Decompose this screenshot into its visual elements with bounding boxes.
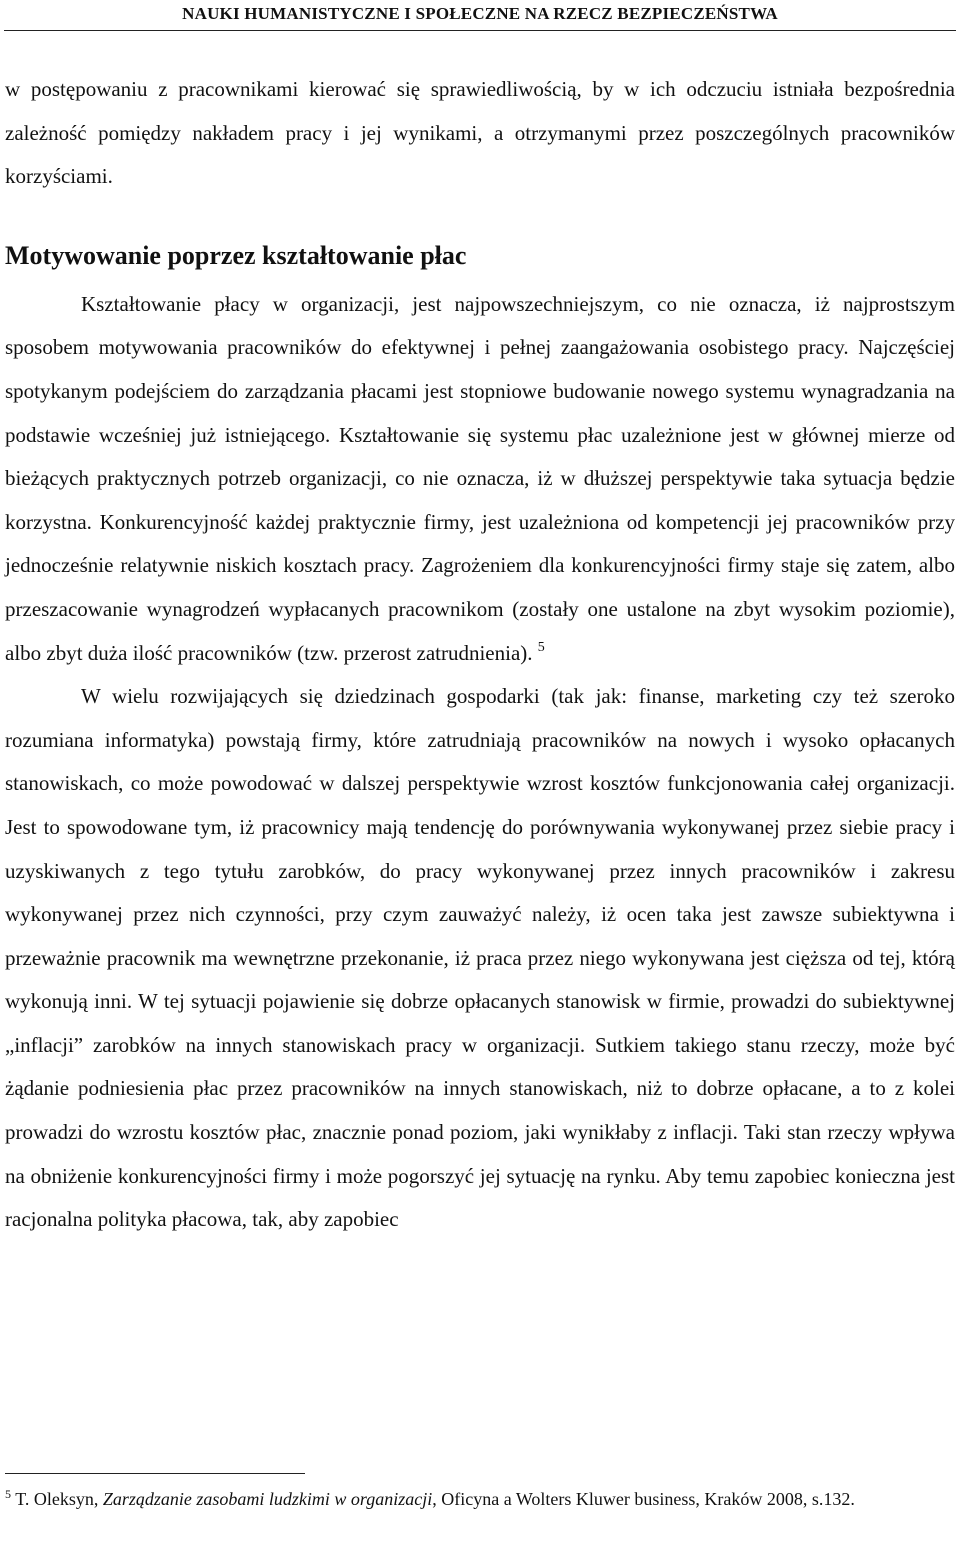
footnote	[5, 1482, 955, 1516]
paragraph-wage-shaping	[5, 283, 955, 675]
running-header: NAUKI HUMANISTYCZNE I SPOŁECZNE NA RZECZ BEZPIECZEŃSTWA	[182, 4, 778, 23]
paragraph-industries: W wielu rozwijających się dziedzinach gospodarki (tak jak: finanse, marketing czy też szeroko rozumiana informatyka) powstają firmy, które zatrudniają pracowników na nowych i wysoko opłacanych stanowiskach, co może powodować w dalszej perspektywie wzrost kosztów funkcjonowania całej organizacji. Jest to spowodowane tym, iż pracownicy mają tendencję do porównywania wykonywanej przez siebie pracy i uzyskiwanych z tego tytułu zarobków, do pracy wykonywanej przez innych pracowników i zakresu wykonywanej przez nich czynności, przy czym zauważyć należy, iż ocen taka jest zawsze subiektywna i przeważnie pracownik ma wewnętrzne przekonanie, iż praca przez niego wykonywana jest cięższa od tej, którą wykonują inni. W tej sytuacji pojawienie się dobrze opłacanych stanowisk w firmie, prowadzi do subiektywnej „inflacji” zarobków na innych stanowiskach pracy w organizacji. Sutkiem takiego stanu rzeczy, może być żądanie podniesienia płac przez pracowników na innych stanowiskach, niż to dobrze opłacane, a to z kolei prowadzi do wzrostu kosztów płac, znacznie ponad poziom, jaki wynikłaby z inflacji. Taki stan rzeczy wpływa na obniżenie konkurencyjności firmy i może pogorszyć jej sytuację na rynku. Aby temu zapobiec konieczna jest racjonalna polityka płacowa, tak, aby zapobiec	[5, 684, 955, 1232]
intro-paragraph: w postępowaniu z pracownikami kierować się sprawiedliwością, by w ich odczuciu istniała bezpośrednia zależność pomiędzy nakładem pracy i jej wynikami, a otrzymanymi przez poszczególnych pracowników korzyściami.	[5, 77, 955, 189]
header-divider	[4, 30, 956, 31]
section-heading: Motywowanie poprzez kształtowanie płac	[5, 240, 467, 270]
footnote-number: 5	[5, 1487, 11, 1501]
paragraph-wage-shaping-text: Kształtowanie płacy w organizacji, jest najpowszechniejszym, co nie oznacza, iż najprostszym sposobem motywowania pracowników do efektywnej i pełnej zaangażowania osobistego pracy. Najczęściej spotykanym podejściem do zarządzania płacami jest stopniowe budowanie nowego systemu wynagradzania na podstawie wcześniej już istniejącego. Kształtowanie się systemu płac uzależnione jest w głównej mierze od bieżących praktycznych potrzeb organizacji, co nie oznacza, iż w dłuższej perspektywie taka sytuacja będzie korzystna. Konkurencyjność każdej praktycznie firmy, jest uzależniona od kompetencji jej pracowników przy jednocześnie relatywnie niskich kosztach pracy. Zagrożeniem dla konkurencyjności firmy staje się zatem, albo przeszacowanie wynagrodzeń wypłacanych pracownikom (zostały one ustalone na zbyt wysokim poziomie), albo zbyt duża ilość pracowników (tzw. przerost zatrudnienia).	[5, 291, 955, 665]
footnote-reference[interactable]: 5	[537, 639, 545, 655]
page-body	[5, 68, 955, 1242]
footnote-divider	[5, 1473, 305, 1474]
footnote-book-title: Zarządzanie zasobami ludzkimi w organizacji	[102, 1489, 433, 1509]
footnote-author: T. Oleksyn,	[15, 1489, 99, 1509]
footnote-publisher: , Oficyna a Wolters Kluwer business, Kraków 2008, s.132.	[432, 1489, 855, 1509]
